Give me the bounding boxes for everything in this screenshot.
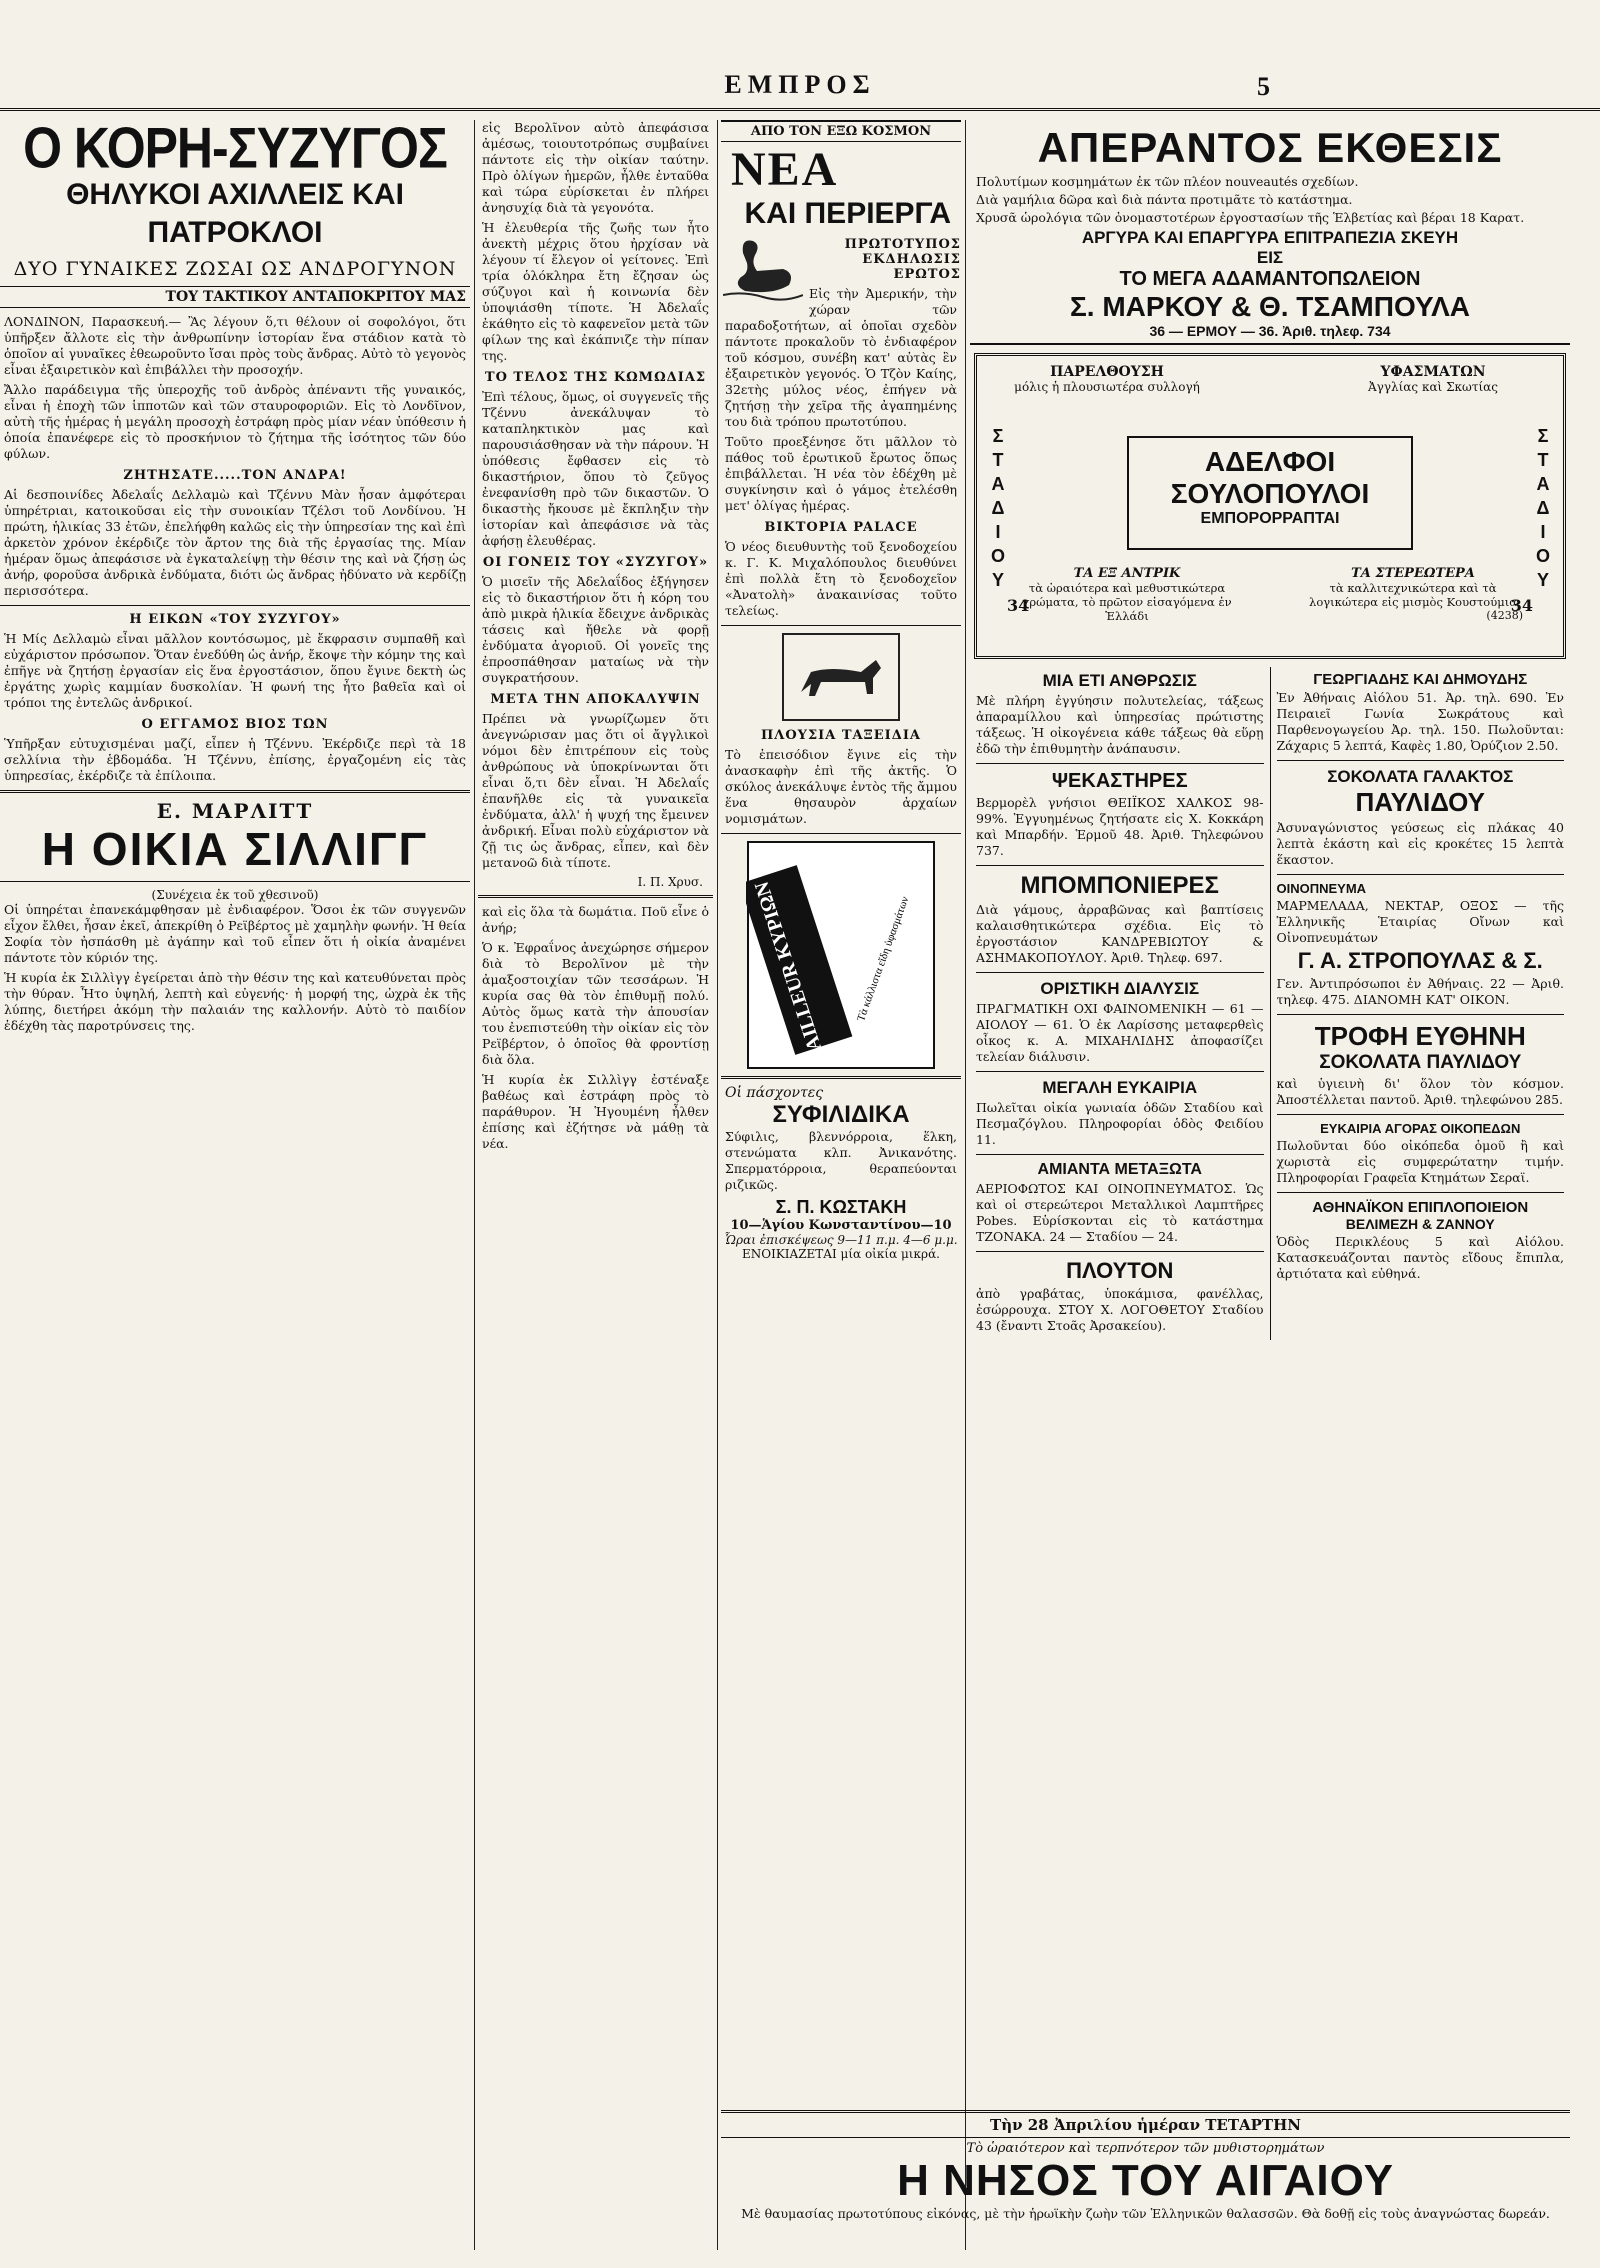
classified-right [1270,667,1571,1340]
divider [721,625,961,626]
divider [478,895,713,898]
divider [1277,1014,1565,1015]
divider [976,865,1264,866]
tailleur-advertisement [746,840,936,1070]
jewelry-owners: Σ. ΜΑΡΚΟΥ & Θ. ΤΣΑΜΠΟΥΛΑ [1069,291,1470,322]
divider [976,1154,1264,1155]
ad-heading: ΟΙΝΟΠΝΕΥΜΑ [1276,881,1367,896]
ad-text: ΠΡΑΓΜΑΤΙΚΗ ΟΧΙ ΦΑΙΝΟΜΕΝΙΚΗ — 61 — ΑΙΟΛΟΥ — 61. Ὁ ἐκ Λαρίσσης μεταφερθεὶς οἶκος κ. Α. ΜΙΧΑΗΛΙΔΗΣ ἀποφασίζει τελείαν διάλυσιν. [976,1001,1264,1064]
ad-heading: ΕΥΚΑΙΡΙΑ ΑΓΟΡΑΣ ΟΙΚΟΠΕΔΩΝ [1320,1121,1521,1136]
serial-title: Η ΟΙΚΙΑ ΣΙΛΛΙΓΓ [41,823,429,875]
column-rule [474,120,475,2250]
article-paragraph: Πρέπει νὰ γνωρίζωμεν ὅτι ἀνεγνώρισαν μας ὅτι οἱ ἄγγλικοὶ νόμοι δὲν ἐπιτρέπουν εἰς τοὺς ἀνθρώπους νὰ ὑποκρίνωνται ὅτι εἶναι ὅ,τι δὲν εἶναι. Ἡ Ἀδελαΐς ἐπανῆλθε εἰς τὰ γυναικεῖα ἐνδύματα, ἀλλ' ἡ ψυχή της ἔμεινεν ἀνδρική. Εἶναι πολὺ εὐχάριστον νὰ ζῇ τις ὡς ἄνδρας, εἶπεν, καὶ δὲν μετανοῶ διὰ τίποτε. [482,711,709,870]
serial-paragraph: Ἡ κυρία ἐκ Σιλλὶγγ ἐγείρεται ἀπὸ τὴν θέσιν της καὶ κατευθύνεται πρὸς τὴν θύραν. Ἦτο ὑψηλή, λεπτὴ καὶ εὐγενής· ἡ μορφή της, ὠχρὰ ἐκ τῆς λύπης, διετήρει ἀκόμη τὴν παλαιάν της καλλονήν. Αὐτὸ τὸ παιδίον ἐδέχθη τὰς παροτρύνσεις της. [4,970,466,1033]
tailor-heading: ΥΦΑΣΜΑΤΩΝ [1380,364,1486,380]
ad-brand: ΠΑΥΛΙΔΟΥ [1355,787,1486,817]
serial-paragraph: Ἡ κυρία ἐκ Σιλλὶγγ ἐστέναξε βαθέως καὶ ἐστράφη πρὸς τὸ παράθυρον. Ἡ Ἡγουμένη ἦλθεν ἐπίσης καὶ ἐζήτησε νὰ μάθῃ τὰ νέα. [482,1072,709,1151]
news-item-text: Τοῦτο προεξένησε ὅτι μᾶλλον τὸ πάθος τοῦ ἐρωτικοῦ ἔρωτος ὅπως ἐπιβάλλεται. Ἡ νέα τὸν ἐδέχθη μὲ συγκίνησιν καὶ ὁ γάμος ἐτελέσθη μετ' ὀλίγας ἡμέρας. [725,434,957,513]
news-item-heading: ΠΡΩΤΟΤΥΠΟΣ ΕΚΔΗΛΩΣΙΣ ΕΡΩΤΟΣ [844,237,961,282]
jewelry-advertisement [970,120,1570,345]
tailor-text: τὰ ὡραιότερα καὶ μεθυστικώτερα χρώματα, τὸ πρῶτον εἰσαγόμενα ἐν Ἑλλάδι [1022,581,1232,623]
ad-text: ΑΕΡΙΟΦΩΤΟΣ ΚΑΙ ΟΙΝΟΠΝΕΥΜΑΤΟΣ. Ὡς καὶ οἱ στερεώτεροι Μεταλλικοὶ Λαμπτῆρες Pobes. Εὑρίσκονται εἰς τὸ κατάστημα ΤΖΟΝΑΚΑ. 24 — Σταδίου — 24. [976,1181,1264,1244]
tailor-top-left [987,364,1227,394]
ad-text: Γεν. Ἀντιπρόσωποι ἐν Ἀθήναις. 22 — Ἀριθ. τηλεφ. 475. ΔΙΑΝΟΜΗ ΚΑΤ' ΟΙΚΟΝ. [1276,976,1564,1007]
ad-heading: ΣΟΚΟΛΑΤΑ ΓΑΛΑΚΤΟΣ [1327,767,1514,786]
serial-continuation: (Συνέχεια ἐκ τοῦ χθεσινοῦ) [151,888,319,902]
divider [0,790,470,793]
novel-date: Τὴν 28 Ἀπριλίου ἡμέραν ΤΕΤΑΡΤΗΝ [721,2113,1570,2138]
jewelry-store: ΤΟ ΜΕΓΑ ΑΔΑΜΑΝΤΟΠΩΛΕΙΟΝ [1119,268,1421,290]
ad-heading: ΤΡΟΦΗ ΕΥΘΗΝΗ [1314,1021,1526,1051]
divider [976,972,1264,973]
jewelry-line: Πολυτίμων κοσμημάτων ἐκ τῶν πλέον nouveautés σχεδίων. [976,174,1359,189]
section-heading: ΖΗΤΗΣΑΤΕ.....ΤΟΝ ΑΝΔΡΑ! [123,468,347,483]
serial-paragraph: καὶ εἰς ὅλα τὰ δωμάτια. Ποῦ εἶνε ὁ ἀνήρ; [482,904,709,935]
ad-heading: ΑΘΗΝΑΪΚΟΝ ΕΠΙΠΛΟΠΟΙΕΙΟΝ [1312,1199,1529,1216]
ad-heading: ΑΜΙΑΝΤΑ ΜΕΤΑΞΩΤΑ [1037,1161,1202,1178]
section-heading: Ο ΕΓΓΑΜΟΣ ΒΙΟΣ ΤΩΝ [141,717,329,732]
news-item-text: Τὸ ἐπεισόδιον ἔγινε εἰς τὴν ἀνασκαφὴν ἐπὶ τῆς ἀκτῆς. Ὁ σκύλος ἀνεκάλυψε ἐντὸς τῆς ἄμμου ἕνα θησαυρὸν ἀρχαίων νομισμάτων. [725,747,957,826]
article-paragraph: Ἐπὶ τέλους, ὅμως, οἱ συγγενεῖς τῆς Τζέννυ ἀνεκάλυψαν τὸ καταπληκτικὸν μας καὶ παρουσιάσθησαν νὰ τὴν πάρουν. Ἡ ὑπόθεσις ἔφθασεν εἰς τὸ δικαστήριον, ὅπου τὸ ζεῦγος ἐνεφανίσθη πρὸ τῶν δικαστῶν. Ὁ δικαστὴς ἤκουσε μὲ ἔκπληξιν τὴν ἱστορίαν καὶ ἀπεφάσισε νὰ τὰς ἀφήσῃ ἐλευθέρας. [482,389,709,548]
column-rule [717,120,718,2250]
divider [721,1076,961,1079]
novel-title: Η ΝΗΣΟΣ ΤΟΥ ΑΙΓΑΙΟΥ [897,2156,1394,2205]
ad-heading: ΜΕΓΑΛΗ ΕΥΚΑΙΡΙΑ [1042,1078,1198,1097]
tailor-heading: ΤΑ ΕΞ ΑΝΤΡΙΚ [1073,566,1181,581]
ad-text: Πωλεῖται οἰκία γωνιαία ὁδῶν Σταδίου καὶ Πεσμαζόγλου. Πληροφορίαι ὁδὸς Φειδίου 11. [976,1100,1264,1147]
jewelry-address: 36 — ΕΡΜΟΥ — 36. Ἀριθ. τηλεφ. 734 [1149,323,1391,339]
tailleur-text: TAILLEUR ΚΥΡΙΩΝ [750,878,830,1065]
jewelry-eis: ΕΙΣ [1256,248,1284,267]
column-rule [965,120,966,2250]
masthead: ΕΜΠΡΟΣ [724,70,876,99]
tailor-text: Ἀγγλίας καὶ Σκωτίας [1367,380,1499,394]
serial-author: Ε. ΜΑΡΛΙΤΤ [156,799,314,823]
doctor-address: 10—Ἁγίου Κωνσταντίνου—10 [730,1218,952,1233]
article-paragraph: Αἱ δεσποινίδες Ἀδελαΐς Δελλαμὼ καὶ Τζέννυ Μὰν ἦσαν ἀμφότεραι ὑπηρέτριαι, κατοικοῦσαι εἰς τὴν συνοικίαν Τζέλσι τοῦ Λονδίνου. Ἡ πρώτη, ἡλικίας 33 ἐτῶν, ἐπελήφθη καλῶς εἰς τὴν ὑπηρεσίαν της καὶ ἐπὶ ἀρκετὸν χρόνον ἐκέρδιζε τὸν ἄρτον της διὰ τῆς ἐργασίας της. Μίαν ἡμέραν ὅμως ἀπεφάσισε νὰ ἐγκαταλείψῃ τὴν θέσιν της καὶ νὰ ζήσῃ ὡς ἀνήρ, φοροῦσα ἀνδρικὰ ἐνδύματα, διότι ὡς ἄνδρας ἠδύνατο νὰ κερδίζῃ περισσότερα. [4,487,466,598]
jewelry-title: ΑΠΕΡΑΝΤΟΣ ΕΚΘΕΣΙΣ [1037,124,1503,171]
tailor-number-right: 34 [1510,596,1533,615]
article-paragraph: Ἡ Μίς Δελλαμὼ εἶναι μᾶλλον κοντόσωμος, μὲ ἔκφρασιν συμπαθῆ καὶ εὐχάριστον πρόσωπον. Ὅταν ἐνεδύθη ὡς ἀνήρ, ἔκοψε τὴν κόμην της καὶ ἐπῆγε νὰ ζητήσῃ ἐργασίαν εἰς ἕνα ἐργοστάσιον, ὅπου ἔγινε δεκτὴ ὡς ἐργάτης χωρὶς καμμίαν δυσκολίαν. Ἡ φωνή της ἦτο βαθεῖα καὶ οἱ τρόποι της ἐντελῶς ἀνδρικοί. [4,631,466,710]
tailor-firm-box [1127,436,1413,550]
ad-heading: ΓΕΩΡΓΙΑΔΗΣ ΚΑΙ ΔΗΜΟΥΔΗΣ [1313,671,1528,688]
ad-brand: ΣΟΚΟΛΑΤΑ ΠΑΥΛΙΔΟΥ [1319,1052,1522,1073]
section-heading: ΜΕΤΑ ΤΗΝ ΑΠΟΚΑΛΥΨΙΝ [490,692,701,707]
advertisements-column [970,120,1570,2100]
article-subtitle: ΘΗΛΥΚΟΙ ΑΧΙΛΛΕΙΣ ΚΑΙ ΠΑΤΡΟΚΛΟΙ [66,178,404,249]
article-paragraph: Ὁ μισεῖν τῆς Ἀδελαΐδος ἐξήγησεν εἰς τὸ δικαστήριον ὅτι ἡ κόρη του ἀπὸ μικρὰ ἡλικία ἔδειχνε ἀνδρικὰς τάσεις καὶ ἤθελε νὰ φορῇ ἐνδύματα ἀγοριοῦ. Οἱ γονεῖς της ἐπροσπάθησαν ματαίως νὰ τὴν συγκρατήσουν. [482,574,709,685]
tailor-firm-role: ΕΜΠΟΡΟΡΡΑΠΤΑΙ [1200,510,1340,527]
tailor-code: (4238) [1486,609,1523,622]
tailor-text: μόλις ἡ πλουσιωτέρα συλλογή [1014,380,1200,394]
tailleur-note: Τὰ κάλλιστα εἴδη ὑφασμάτων [854,894,912,1023]
article-paragraph: Ἄλλο παράδειγμα τῆς ὑπεροχῆς τοῦ ἀνδρὸς ἀπέναντι τῆς γυναικός, εἶναι ἡ ἐποχὴ τῶν ἱπποτῶν καὶ τῶν σταυροφοριῶν. Εἰς τὸ Λονδῖνον, αὐτὴ τῆς ἡμέρας ἡ μεγάλη προσοχὴ ἐστράφη πρὸς μίαν νέαν ὑπόθεσιν ἡ ὁποία ἐπανέφερε εἰς τὸ προσκήνιον τὸ ζήτημα τῆς ἰσότητος τῶν δύο φύλων. [4,382,466,461]
ad-text: Ὁδὸς Περικλέους 5 καὶ Αἰόλου. Κατασκευάζονται παντὸς εἴδους ἔπιπλα, ἀρτιότατα καὶ εὐθηνά. [1276,1234,1564,1281]
tailor-side-left: ΣΤΑΔΙΟΥ [988,426,1008,594]
section-heading: Η ΕΙΚΩΝ «ΤΟΥ ΣΥΖΥΓΟΥ» [129,612,341,627]
article-tagline: ΔΥΟ ΓΥΝΑΙΚΕΣ ΖΩΣΑΙ ΩΣ ΑΝΔΡΟΓΥΝΟΝ [13,258,457,280]
ad-brand: ΒΕΛΙΜΕΖΗ & ΖΑΝΝΟΥ [1345,1216,1495,1232]
ad-text: Βερμορὲλ γνήσιοι ΘΕΙΪΚΟΣ ΧΑΛΚΟΣ 98-99%. Ἐγγυημένως ζητήσατε εἰς Χ. Κοκκάρη καὶ Μπαρδήν. Ἑρμοῦ 48. Ἀριθ. Τηλεφώνου 737. [976,795,1264,858]
jewelry-line: Διὰ γαμήλια δῶρα καὶ διὰ πάντα προτιμᾶτε τὸ κατάστημα. [976,192,1353,207]
tailor-bottom-right [1303,566,1523,622]
section-heading: ΟΙ ΓΟΝΕΙΣ ΤΟΥ «ΣΥΖΥΓΟΥ» [482,555,709,570]
dog-illustration [781,632,901,722]
news-section-title: ΝΕΑ [731,143,839,196]
main-article-column [0,120,470,2260]
section-heading: ΤΟ ΤΕΛΟΣ ΤΗΣ ΚΩΜΩΔΙΑΣ [484,370,707,385]
article-continuation-column [478,120,713,2260]
novel-tagline: Τὸ ὡραιότερον καὶ τερπνότερον τῶν μυθιστορημάτων [966,2141,1325,2156]
serial-paragraph: Οἱ ὑπηρέται ἐπανεκάμφθησαν μὲ ἐνδιαφέρον. Ὅσοι ἐκ τῶν συγγενῶν εἶχον ἔλθει, ἦσαν ἐκεῖ, ἀπεκρίθη ὁ Ρεϊβέρτος μὲ χαμηλὴν φωνήν. Ἡ θεία Σοφία τὸν ἠσπάσθη μὲ ἀγάπην καὶ τοῦ εἶπεν ὅτι ἡ οἰκία ἀναμένει πάντοτε τὸν κύριόν της. [4,902,466,965]
article-signature: Ι. Π. Χρυσ. [637,875,703,889]
divider [1277,760,1565,761]
serial-paragraph: Ὁ κ. Ἐφραΐνος ἀνεχώρησε σήμερον διὰ τὸ Βερολῖνον μὲ τὴν ἀμαξοστοιχίαν τῶν τεσσάρων. Ἡ κυρία σας θὰ τὸν ἐπιθυμῇ πολύ. Αὐτὸς ὅμως κατὰ τὴν ἀπουσίαν του ἐνεπιστεύθη τὴν οἰκίαν εἰς τὸν Ρεϊβέρτον, ὁ ὁποῖος θὰ φροντίσῃ διὰ ὅλα. [482,940,709,1067]
article-paragraph: Ὑπῆρξαν εὐτυχισμέναι μαζί, εἶπεν ἡ Τζέννυ. Ἐκέρδιζε περὶ τὰ 18 σελλίνια τὴν ἑβδομάδα. Ἡ Τζέννυ, ἐπίσης, ἐργαζομένη εἰς τὰς ὑπηρεσίας, ἐκέρδιζε τὰ ἐπίλοιπα. [4,736,466,783]
article-paragraph: ΛΟΝΔΙΝΟΝ, Παρασκευή.— Ἂς λέγουν ὅ,τι θέλουν οἱ σοφολόγοι, ὅτι ὑπῆρξεν ἄλλοτε εἰς τὴν ἀνθρωπίνην ἱστορίαν ἕνα στάδιον κατὰ τὸ ὁποῖον αἱ γυναῖκες ἐθεωροῦντο ἴσαι πρὸς τοὺς ἄνδρας. Αὐτὸ τὸ γεγονὸς εἶναι ἐξαιρετικὸν καὶ ἐπιβάλλει τὴν προσοχήν. [4,314,466,377]
ad-text: Ἐν Ἀθήναις Αἰόλου 51. Ἀρ. τηλ. 690. Ἐν Πειραιεῖ Γωνία Σωκράτους καὶ Παρθενογωγείου Ἀρ. τηλ. 150. Πωλοῦνται: Ζάχαρις 5 λεπτά, Καφὲς 1.80, Ὀρύζιον 2.50. [1276,690,1564,753]
divider [976,763,1264,764]
doctor-hours: Ὧραι ἐπισκέψεως 9—11 π.μ. 4—6 μ.μ. [724,1233,958,1247]
jewelry-line: Χρυσᾶ ὡρολόγια τῶν ὀνομαστοτέρων ἐργοστασίων τῆς Ἑλβετίας καὶ βέραι 18 Καρατ. [976,210,1525,225]
ad-heading: ΨΕΚΑΣΤΗΡΕΣ [1051,770,1188,792]
divider [1277,874,1565,875]
ad-text: Διὰ γάμους, ἀρραβῶνας καὶ βαπτίσεις καλαισθητικώτερα σχέδια. Εἰς τὸ ἐργοστάσιον ΚΑΝΔΡΕΒΙΩΤΟΥ & ΑΣΗΜΑΚΟΠΟΥΛΟΥ. Ἀριθ. Τηλεφ. 697. [976,902,1264,965]
news-section-subtitle: ΚΑΙ ΠΕΡΙΕΡΓΑ [744,197,951,230]
divider [1277,1192,1565,1193]
article-title: Ο ΚΟΡΗ-ΣΥΖΥΓΟΣ [23,120,447,181]
divider [0,605,470,606]
tailor-bottom-left [1017,566,1237,623]
news-section-header: ΑΠΟ ΤΟΝ ΕΞΩ ΚΟΣΜΟΝ [721,120,961,142]
tailor-number-left: 34 [1007,596,1030,615]
ad-heading: ΠΛΟΥΤΟΝ [1066,1258,1174,1283]
ad-text: Μὲ πλήρη ἐγγύησιν πολυτελείας, τάξεως ἀπαραμίλλου καὶ ὑπηρεσίας πρώτιστης τάξεως. Ἡ οἰκογένεια κάθε τάξεως θὰ εὕρῃ ἐδῶ τὴν ἐπιθυμητὴν ἀνάπαυσιν. [976,693,1264,756]
article-paragraph: Ἡ ἐλευθερία τῆς ζωῆς των ἦτο ἀνεκτὴ μέχρις ὅτου ἠρχίσαν νὰ λέγουν τί ἔλεγον οἱ γείτονες. Ἐπὶ τρία ὁλόκληρα ἔτη ἔζησαν ὡς σύζυγοι καὶ ἡ κοινωνία δὲν ὑποψιάσθη τίποτε. Ἡ Ἀδελαΐς ἐκάθητο εἰς τὸ καφενεῖον μετὰ τῶν φίλων της καὶ ἐκάπνιζε τὴν πίπαν της. [482,220,709,363]
divider [1277,1114,1565,1115]
news-item-heading: ΠΛΟΥΣΙΑ ΤΑΞΕΙΔΙΑ [760,728,921,743]
ad-brand: Γ. Α. ΣΤΡΟΠΟΥΛΑΣ & Σ. [1297,948,1543,973]
divider [976,1251,1264,1252]
classified-ads [970,667,1570,1340]
swan-illustration [723,233,803,303]
ad-heading: ΜΙΑ ΕΤΙ ΑΝΘΡΩΣΙΣ [1042,671,1197,690]
ad-text: Ἀσυναγώνιστος γεύσεως εἰς πλάκας 40 λεπτὰ ἑκάστη καὶ εἰς κροκέτες 15 λεπτὰ ἕκαστον. [1276,820,1564,867]
tailor-side-right: ΣΤΑΔΙΟΥ [1533,426,1553,594]
tailor-firm: ΣΟΥΛΟΠΟΥΛΟΙ [1170,478,1370,509]
ad-heading: ΟΡΙΣΤΙΚΗ ΔΙΑΛΥΣΙΣ [1040,979,1200,998]
ad-text: ΜΑΡΜΕΛΑΔΑ, ΝΕΚΤΑΡ, ΟΞΟΣ — τῆς Ἑλληνικῆς Ἑταιρίας Οἴνων καὶ Οἰνοπνευμάτων [1276,898,1564,945]
medical-ad-text: Σύφιλις, βλεννόρροια, ἕλκη, στενώματα κλπ. Ἀνικανότης. Σπερματόρροια, θεραπεύονται ριζικῶς. [725,1129,957,1192]
tailor-text: τὰ καλλιτεχνικώτερα καὶ τὰ λογικώτερα εἰς μισμὸς Κουστούμια [1309,581,1517,609]
medical-ad-title: ΣΥΦΙΛΙΔΙΚΑ [772,1101,910,1128]
rent-notice: ΕΝΟΙΚΙΑΖΕΤΑΙ μία οἰκία μικρά. [742,1247,940,1261]
ad-heading: ΜΠΟΜΠΟΝΙΕΡΕΣ [1020,872,1219,899]
tailor-heading: ΠΑΡΕΛΘΟΥΣΗ [1050,364,1164,380]
tailor-advertisement [974,353,1566,659]
page-header [0,70,1600,111]
tailor-heading: ΤΑ ΣΤΕΡΕΩΤΕΡΑ [1351,566,1475,581]
divider [976,1071,1264,1072]
medical-ad-lead: Οἱ πάσχοντες [725,1085,824,1101]
tailor-firm: ΑΔΕΛΦΟΙ [1204,446,1336,477]
tailor-top-right [1313,364,1553,394]
article-paragraph: εἰς Βερολῖνον αὐτὸ ἀπεφάσισα ἀμέσως, τοιουτοτρόπως συμβαίνει πάντοτε εἰς τὴν οἰκίαν ταύτην. Πρὸ ὀλίγων ἡμερῶν, ἦλθε ἐνταῦθα καὶ τώρα εὑρίσκεται ἐν πλήρει ἀνησυχίᾳ διὰ τὰ γεγονότα. [482,120,709,215]
jewelry-silver: ΑΡΓΥΡΑ ΚΑΙ ΕΠΑΡΓΥΡΑ ΕΠΙΤΡΑΠΕΖΙΑ ΣΚΕΥΗ [1081,228,1459,247]
news-item-text: Εἰς τὴν Ἀμερικήν, τὴν χώραν τῶν παραδοξοτήτων, αἱ ὁποῖαι σχεδὸν πάντοτε προκαλοῦν τὸ ἐνδιαφέρον τοῦ κόσμου, συνέβη κατ' αὐτὰς ἓν ἐξαιρετικὸν γεγονός. Ὁ Τζὸν Καίης, 32ετὴς μύλος νέος, ἐπήγεν νὰ ζητήσῃ τὴν χεῖρα τῆς ἀγαπημένης του διὰ τρόπου πρωτοτύπου. [725,286,957,429]
classified-left [970,667,1270,1340]
divider [721,833,961,834]
novel-text: Μὲ θαυμασίας πρωτοτύπους εἰκόνας, μὲ τὴν ἡρωϊκὴν ζωὴν τῶν Ἑλληνικῶν θαλασσῶν. Θὰ δοθῇ εἰς τοὺς ἀναγνώστας δωρεάν. [741,2206,1550,2221]
divider [0,881,470,882]
ad-text: καὶ ὑγιεινὴ δι' ὅλον τὸν κόσμον. Ἀποστέλλεται παντοῦ. Ἀριθ. τηλεφώνου 285. [1276,1076,1564,1107]
novel-advertisement [721,2110,1570,2221]
article-byline: ΤΟΥ ΤΑΚΤΙΚΟΥ ΑΝΤΑΠΟΚΡΙΤΟΥ ΜΑΣ [0,286,470,308]
doctor-name: Σ. Π. ΚΩΣΤΑΚΗ [775,1197,907,1217]
news-item-heading: ΒΙΚΤΟΡΙΑ PALACE [764,520,918,535]
news-column [721,120,961,2100]
ad-text: Πωλοῦνται δύο οἰκόπεδα ὁμοῦ ἢ καὶ χωριστὰ εἰς συμφερώτατην τιμήν. Πληροφορίαι Γραφεῖα Κτημάτων Σεραϊ. [1276,1138,1564,1185]
page-number: 5 [1257,72,1270,101]
news-item-text: Ὁ νέος διευθυντὴς τοῦ ξενοδοχείου κ. Γ. Κ. Μιχαλόπουλος διευθύνει ἐπὶ πολλὰ ἔτη τὸ ξενοδοχεῖον «Ἀνατολὴ» ἀνακαινίσας τοῦτο τελείως. [725,539,957,618]
ad-text: ἀπὸ γραβάτας, ὑποκάμισα, φανέλλας, ἐσώρρουχα. ΣΤΟΥ Χ. ΛΟΓΟΘΕΤΟΥ Σταδίου 43 (ἔναντι Στοᾶς Ἀρσακείου). [976,1286,1264,1333]
